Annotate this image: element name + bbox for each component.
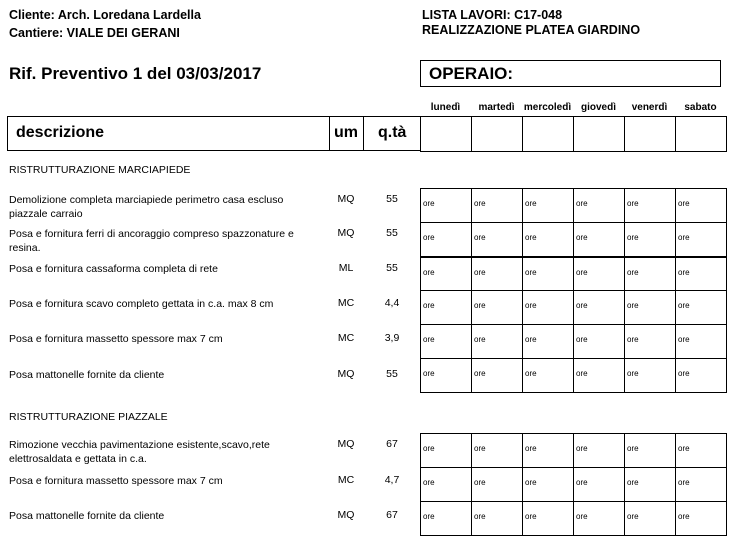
item-um: MQ — [337, 193, 355, 205]
item-descrizione: Posa e fornitura cassaforma completa di rete — [9, 263, 218, 275]
item-descrizione: Posa e fornitura ferri di ancoraggio compreso spazzonature e resina. — [9, 228, 294, 254]
operaio-label: OPERAIO: — [429, 64, 514, 83]
item-um: MQ — [337, 509, 355, 521]
item-qta: 4,7 — [384, 474, 400, 486]
item-qta: 4,4 — [384, 297, 400, 309]
table-row — [421, 325, 727, 359]
day-venerdi: venerdì — [631, 102, 668, 113]
item-qta: 55 — [386, 193, 398, 205]
ore-cell[interactable]: ore — [523, 189, 574, 223]
item-descrizione: Posa mattonelle fornite da cliente — [9, 369, 165, 381]
ore-cell[interactable]: ore — [676, 325, 727, 359]
operaio-box — [420, 60, 721, 87]
item-qta: 55 — [386, 262, 398, 274]
ore-cell[interactable]: ore — [472, 223, 523, 257]
ore-cell[interactable]: ore — [523, 359, 574, 393]
realizzazione-label: REALIZZAZIONE PLATEA GIARDINO — [422, 23, 641, 37]
ore-cell[interactable]: ore — [523, 468, 574, 502]
ore-cell[interactable]: ore — [574, 291, 625, 325]
item-um: MQ — [337, 227, 355, 239]
ore-cell[interactable]: ore — [574, 468, 625, 502]
header-day-cell — [625, 117, 676, 152]
header-day-cell — [523, 117, 574, 152]
item-descrizione: Demolizione completa marciapiede perimetro casa escluso piazzale carraio — [9, 194, 284, 220]
item-qta: 55 — [386, 227, 398, 239]
item-descrizione: Posa e fornitura scavo completo gettata in c.a. max 8 cm — [9, 298, 274, 310]
item-um: MC — [337, 297, 355, 309]
item-um: ML — [338, 262, 354, 274]
lista-lavori-label: LISTA LAVORI: C17-048 — [422, 8, 563, 22]
ore-cell[interactable]: ore — [625, 468, 676, 502]
ore-cell[interactable]: ore — [421, 468, 472, 502]
ore-cell[interactable]: ore — [472, 257, 523, 291]
item-um: MQ — [337, 438, 355, 450]
table-row — [421, 502, 727, 536]
ore-cell[interactable]: ore — [472, 291, 523, 325]
ore-cell[interactable]: ore — [676, 502, 727, 536]
day-mercoledi: mercoledì — [523, 102, 572, 113]
ore-cell[interactable]: ore — [421, 223, 472, 257]
ore-cell[interactable]: ore — [472, 325, 523, 359]
day-sabato: sabato — [684, 102, 717, 113]
ore-cell[interactable]: ore — [574, 223, 625, 257]
ore-cell[interactable]: ore — [625, 189, 676, 223]
ore-cell[interactable]: ore — [676, 359, 727, 393]
item-qta: 3,9 — [384, 332, 400, 344]
section-title: RISTRUTTURAZIONE MARCIAPIEDE — [9, 164, 191, 176]
header-day-cell — [421, 117, 472, 152]
rif-preventivo-title: Rif. Preventivo 1 del 03/03/2017 — [9, 64, 262, 83]
ore-cell[interactable]: ore — [574, 325, 625, 359]
header-day-grid — [420, 116, 727, 152]
item-um: MC — [337, 332, 355, 344]
table-row — [421, 223, 727, 257]
ore-cell[interactable]: ore — [523, 291, 574, 325]
ore-cell[interactable]: ore — [625, 325, 676, 359]
item-descrizione: Posa e fornitura massetto spessore max 7 cm — [9, 333, 223, 345]
ore-cell[interactable]: ore — [625, 434, 676, 468]
ore-cell[interactable]: ore — [676, 291, 727, 325]
header-day-cell — [472, 117, 523, 152]
ore-cell[interactable]: ore — [625, 359, 676, 393]
header-day-cell — [676, 117, 727, 152]
ore-cell[interactable]: ore — [676, 434, 727, 468]
day-martedi: martedì — [478, 102, 515, 113]
ore-grid-marciapiede — [420, 188, 727, 393]
item-descrizione: Posa mattonelle fornite da cliente — [9, 510, 165, 522]
ore-cell[interactable]: ore — [421, 325, 472, 359]
ore-cell[interactable]: ore — [574, 434, 625, 468]
ore-cell[interactable]: ore — [421, 189, 472, 223]
ore-cell[interactable]: ore — [676, 257, 727, 291]
ore-cell[interactable]: ore — [421, 291, 472, 325]
ore-cell[interactable]: ore — [676, 189, 727, 223]
ore-grid-piazzale — [420, 433, 727, 536]
ore-cell[interactable]: ore — [523, 502, 574, 536]
ore-cell[interactable]: ore — [625, 257, 676, 291]
ore-cell[interactable]: ore — [574, 257, 625, 291]
table-row — [421, 468, 727, 502]
ore-cell[interactable]: ore — [421, 502, 472, 536]
item-um: MC — [337, 474, 355, 486]
ore-cell[interactable]: ore — [574, 359, 625, 393]
item-qta: 67 — [386, 438, 398, 450]
cantiere-label: Cantiere: VIALE DEI GERANI — [9, 26, 180, 40]
header-day-cell — [574, 117, 625, 152]
ore-cell[interactable]: ore — [676, 223, 727, 257]
ore-cell[interactable]: ore — [625, 223, 676, 257]
table-row — [421, 257, 727, 291]
ore-cell[interactable]: ore — [472, 189, 523, 223]
table-row — [421, 359, 727, 393]
ore-cell[interactable]: ore — [472, 468, 523, 502]
day-lunedi: lunedì — [430, 102, 461, 113]
item-qta: 55 — [386, 368, 398, 380]
ore-cell[interactable]: ore — [472, 359, 523, 393]
header-um: um — [334, 124, 358, 141]
ore-cell[interactable]: ore — [574, 189, 625, 223]
ore-cell[interactable]: ore — [523, 223, 574, 257]
ore-cell[interactable]: ore — [676, 468, 727, 502]
ore-cell[interactable]: ore — [421, 257, 472, 291]
ore-cell[interactable]: ore — [523, 434, 574, 468]
ore-cell[interactable]: ore — [523, 325, 574, 359]
table-row — [421, 189, 727, 223]
ore-cell[interactable]: ore — [625, 291, 676, 325]
cliente-label: Cliente: Arch. Loredana Lardella — [9, 8, 201, 22]
item-descrizione: Posa e fornitura massetto spessore max 7 cm — [9, 475, 223, 487]
header-descrizione: descrizione — [16, 124, 105, 141]
item-qta: 67 — [386, 509, 398, 521]
ore-cell[interactable]: ore — [421, 359, 472, 393]
ore-cell[interactable]: ore — [574, 502, 625, 536]
table-row — [421, 434, 727, 468]
ore-cell[interactable]: ore — [421, 434, 472, 468]
day-giovedi: giovedì — [580, 102, 616, 113]
ore-cell[interactable]: ore — [472, 434, 523, 468]
ore-cell[interactable]: ore — [472, 502, 523, 536]
header-qta: q.tà — [378, 124, 407, 141]
ore-cell[interactable]: ore — [523, 257, 574, 291]
item-descrizione: Rimozione vecchia pavimentazione esistente,scavo,rete elettrosaldata e gettata in c.a. — [9, 439, 270, 465]
section-title: RISTRUTTURAZIONE PIAZZALE — [9, 411, 168, 423]
item-um: MQ — [337, 368, 355, 380]
ore-cell[interactable]: ore — [625, 502, 676, 536]
table-row — [421, 291, 727, 325]
